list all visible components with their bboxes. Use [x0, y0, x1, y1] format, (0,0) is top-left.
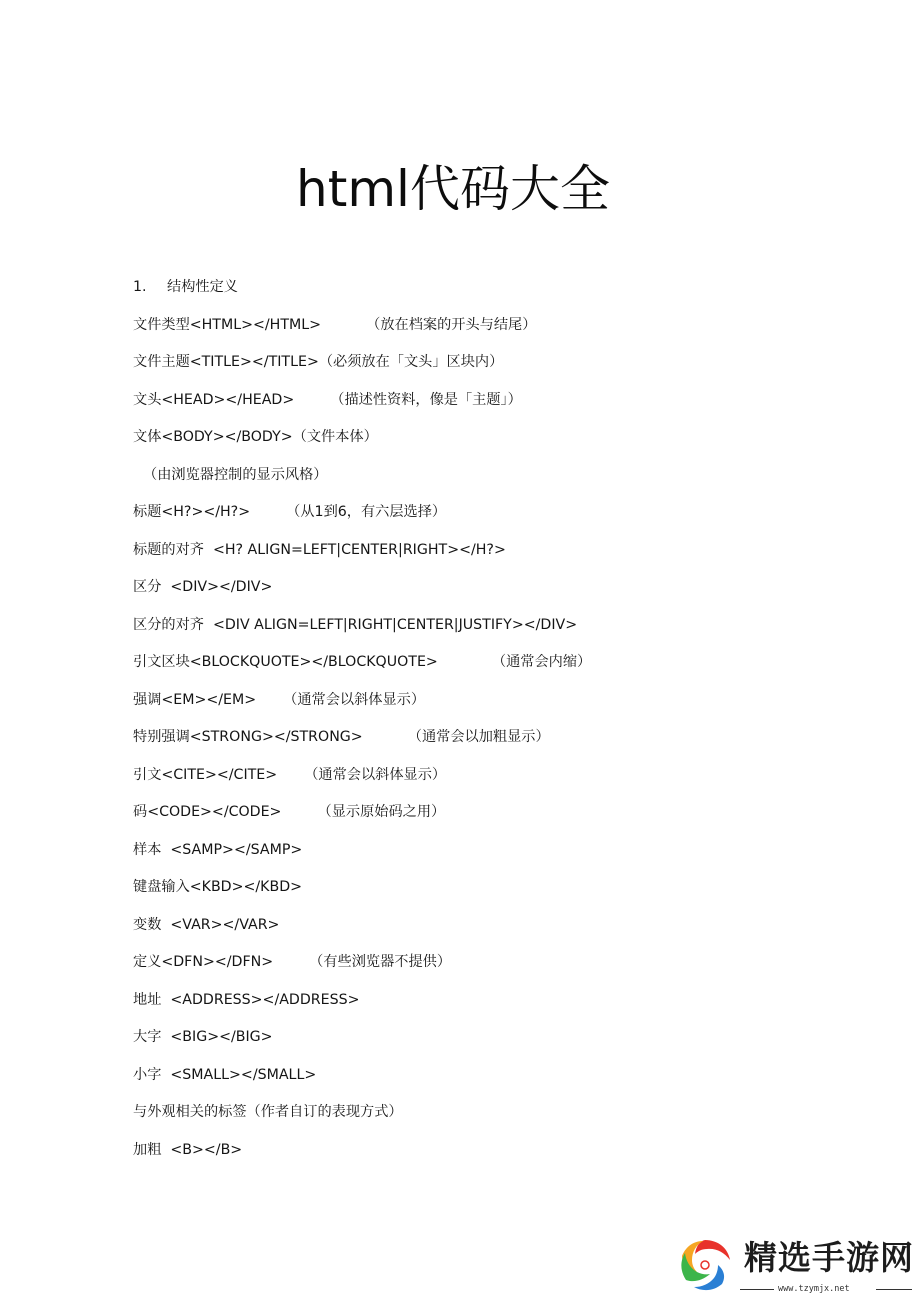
document-title: html代码大全	[296, 160, 610, 218]
list-item: 大字 <BIG></BIG>	[133, 1029, 273, 1045]
list-item: 引文<CITE></CITE> （通常会以斜体显示）	[133, 766, 447, 783]
list-item: 样本 <SAMP></SAMP>	[133, 841, 303, 858]
section-heading-text: 结构性定义	[167, 279, 238, 295]
watermark-rule-right	[876, 1289, 912, 1290]
list-item: 小字 <SMALL></SMALL>	[133, 1066, 317, 1083]
list-item: 加粗 <B></B>	[133, 1141, 243, 1158]
list-item: 标题的对齐 <H? ALIGN=LEFT|CENTER|RIGHT></H?>	[133, 541, 506, 558]
list-item: 文头<HEAD></HEAD> （描述性资料，像是「主题」）	[133, 391, 522, 408]
list-item: 地址 <ADDRESS></ADDRESS>	[133, 991, 360, 1008]
list-item: 定义<DFN></DFN> （有些浏览器不提供）	[133, 954, 452, 970]
list-item: （由浏览器控制的显示风格）	[143, 466, 328, 483]
list-item: 文体<BODY></BODY>（文件本体）	[133, 429, 378, 445]
list-item: 区分的对齐 <DIV ALIGN=LEFT|RIGHT|CENTER|JUSTIFY></DIV>	[133, 616, 578, 633]
section-heading	[133, 277, 833, 315]
list-item: 与外观相关的标签（作者自订的表现方式）	[133, 1104, 403, 1120]
watermark-rule-left	[740, 1289, 774, 1290]
list-item: 码<CODE></CODE> （显示原始码之用）	[133, 804, 446, 820]
list-item: 变数 <VAR></VAR>	[133, 916, 280, 933]
list-item: 键盘输入<KBD></KBD>	[133, 879, 303, 895]
watermark	[668, 1232, 916, 1298]
logo-swirl-red	[695, 1240, 730, 1260]
list-item: 文件类型<HTML></HTML> （放在档案的开头与结尾）	[133, 316, 537, 333]
watermark-url: www.tzymjx.net	[778, 1284, 850, 1294]
watermark-url-row	[740, 1282, 912, 1296]
section-number: 1.	[133, 279, 147, 295]
watermark-brand: 精选手游网	[744, 1238, 914, 1277]
list-item: 区分 <DIV></DIV>	[133, 579, 273, 595]
list-item: 标题<H?></H?> （从1到6，有六层选择）	[133, 504, 447, 520]
definition-list	[133, 277, 833, 1177]
list-item: 特别强调<STRONG></STRONG> （通常会以加粗显示）	[133, 729, 550, 745]
swirl-logo-icon	[674, 1234, 736, 1296]
list-item: 强调<EM></EM> （通常会以斜体显示）	[133, 691, 426, 708]
list-item: 引文区块<BLOCKQUOTE></BLOCKQUOTE> （通常会内缩）	[133, 654, 592, 670]
list-item: 文件主题<TITLE></TITLE>（必须放在「文头」区块内）	[133, 354, 504, 370]
